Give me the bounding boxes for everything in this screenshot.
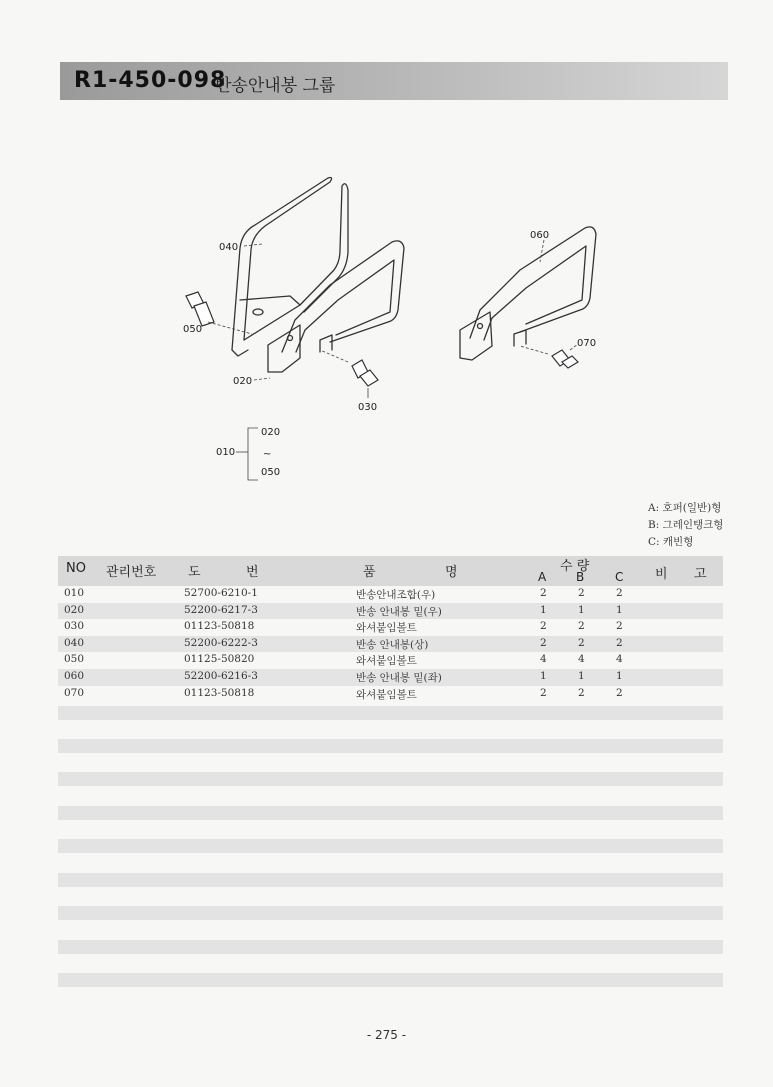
parts-table bbox=[58, 556, 723, 702]
bolt-030 bbox=[352, 360, 378, 386]
row-qty-b: 1 bbox=[578, 603, 585, 616]
empty-row bbox=[58, 839, 723, 853]
table-row bbox=[58, 652, 723, 669]
row-qty-c: 1 bbox=[616, 603, 623, 616]
row-name: 반송 안내봉(상) bbox=[356, 638, 429, 651]
row-no: 050 bbox=[64, 653, 85, 666]
group-code: R1-450-098 bbox=[74, 68, 227, 93]
row-name: 반송 안내봉 밑(좌) bbox=[356, 671, 442, 684]
callout-020: 020 bbox=[233, 376, 253, 387]
header-qty-a: A bbox=[538, 570, 547, 584]
bracket-tilde: ~ bbox=[263, 449, 272, 460]
row-name: 와셔붙임볼트 bbox=[356, 688, 417, 701]
row-qty-a: 2 bbox=[540, 587, 547, 599]
header-qty-c: C bbox=[615, 570, 624, 584]
row-qty-a: 4 bbox=[540, 653, 547, 666]
row-qty-a: 1 bbox=[540, 603, 547, 616]
row-qty-b: 4 bbox=[578, 653, 585, 666]
empty-row bbox=[58, 873, 723, 887]
callout-070: 070 bbox=[577, 338, 597, 349]
header-remark-b: 고 bbox=[694, 567, 707, 582]
legend-c: C: 캐빈형 bbox=[648, 536, 694, 548]
row-drawing: 52200-6217-3 bbox=[184, 603, 258, 616]
table-row bbox=[58, 586, 723, 603]
callout-030: 030 bbox=[358, 402, 378, 413]
empty-row bbox=[58, 772, 723, 786]
header-remark-a: 비 bbox=[655, 567, 668, 582]
row-qty-c: 2 bbox=[616, 636, 623, 649]
row-name: 와셔붙임볼트 bbox=[356, 622, 417, 635]
row-no: 010 bbox=[64, 587, 85, 599]
row-qty-a: 2 bbox=[540, 620, 547, 633]
row-qty-b: 2 bbox=[578, 636, 585, 649]
row-qty-a: 2 bbox=[540, 636, 547, 649]
row-no: 030 bbox=[64, 620, 85, 633]
group-name: 반송안내봉 그룹 bbox=[215, 76, 336, 96]
upper-rod-040 bbox=[232, 178, 332, 351]
bracket-010: 010 bbox=[216, 447, 236, 458]
row-qty-b: 2 bbox=[578, 686, 585, 699]
row-qty-a: 1 bbox=[540, 669, 547, 682]
empty-row bbox=[58, 906, 723, 920]
row-drawing: 52200-6222-3 bbox=[184, 636, 258, 649]
row-drawing: 52200-6216-3 bbox=[184, 669, 258, 682]
bolt-070 bbox=[552, 350, 578, 368]
empty-row bbox=[58, 806, 723, 820]
bracket-020: 020 bbox=[261, 427, 281, 438]
row-name: 와셔붙임볼트 bbox=[356, 655, 417, 668]
callout-060: 060 bbox=[530, 230, 550, 241]
row-no: 040 bbox=[64, 636, 85, 649]
row-qty-a: 2 bbox=[540, 686, 547, 699]
row-drawing: 01123-50818 bbox=[184, 620, 255, 633]
row-name: 반송안내조합(우) bbox=[356, 589, 436, 601]
empty-row bbox=[58, 706, 723, 720]
row-qty-c: 2 bbox=[616, 620, 623, 633]
row-qty-c: 1 bbox=[616, 669, 623, 682]
row-drawing: 01123-50818 bbox=[184, 686, 255, 699]
row-no: 070 bbox=[64, 686, 85, 699]
row-drawing: 52700-6210-1 bbox=[184, 587, 258, 599]
table-row bbox=[58, 603, 723, 620]
legend-a: A: 호퍼(일반)형 bbox=[648, 502, 722, 514]
header-drawing-b: 번 bbox=[246, 565, 259, 580]
table-row bbox=[58, 636, 723, 653]
header-qty-b: B bbox=[576, 570, 585, 584]
header-no: NO bbox=[66, 561, 86, 576]
row-no: 020 bbox=[64, 603, 85, 616]
row-qty-b: 2 bbox=[578, 620, 585, 633]
table-header bbox=[58, 556, 723, 586]
bracket-050: 050 bbox=[261, 467, 281, 478]
callout-040: 040 bbox=[219, 242, 239, 253]
empty-row bbox=[58, 973, 723, 987]
header-drawing-a: 도 bbox=[188, 565, 201, 580]
empty-row bbox=[58, 940, 723, 954]
row-name: 반송 안내봉 밑(우) bbox=[356, 605, 442, 618]
header-name-b: 명 bbox=[445, 565, 458, 580]
page-number: - 275 - bbox=[366, 1028, 407, 1042]
row-qty-c: 2 bbox=[616, 686, 623, 699]
header-mgmt: 관리번호 bbox=[106, 565, 157, 580]
row-qty-c: 2 bbox=[616, 587, 623, 599]
table-row bbox=[58, 619, 723, 636]
bolt-050 bbox=[186, 292, 214, 326]
row-qty-c: 4 bbox=[616, 653, 623, 666]
empty-row bbox=[58, 739, 723, 753]
parts-diagram bbox=[0, 0, 773, 500]
row-qty-b: 1 bbox=[578, 669, 585, 682]
callout-050: 050 bbox=[183, 324, 203, 335]
legend-b: B: 그레인탱크형 bbox=[648, 519, 724, 531]
header-qty: 수 량 bbox=[560, 559, 590, 574]
header-name-a: 품 bbox=[363, 565, 376, 580]
table-row bbox=[58, 686, 723, 703]
model-legend bbox=[648, 500, 723, 551]
table-row bbox=[58, 669, 723, 686]
row-qty-b: 2 bbox=[578, 587, 585, 599]
row-drawing: 01125-50820 bbox=[184, 653, 255, 666]
row-no: 060 bbox=[64, 669, 85, 682]
